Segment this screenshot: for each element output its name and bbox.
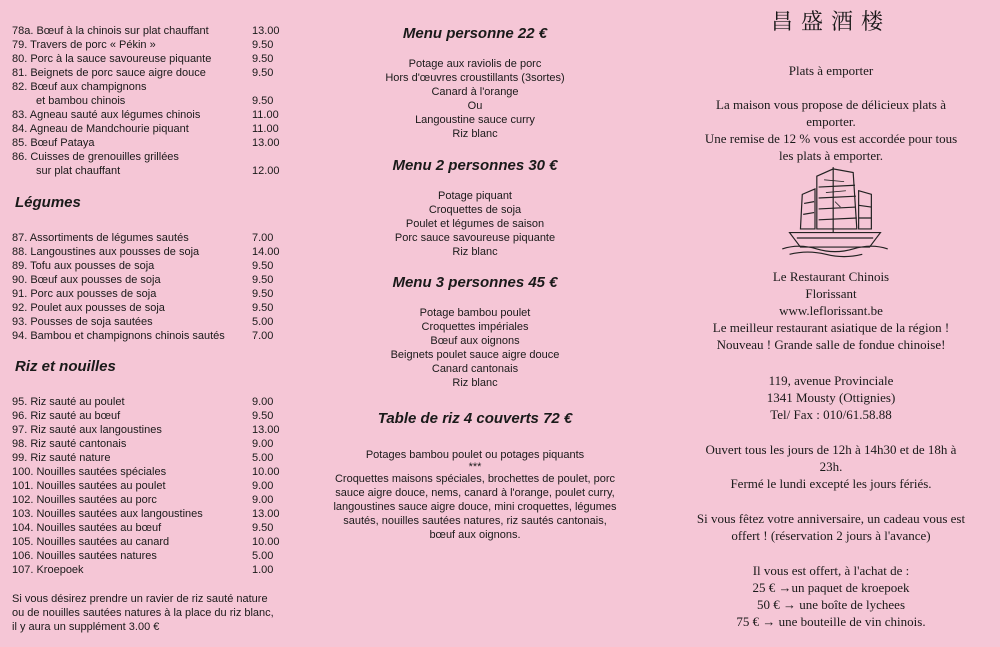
dish-row — [12, 437, 312, 451]
set-menu-line: Canard cantonais — [431, 363, 519, 375]
dish-price: 13.00 — [252, 508, 280, 520]
table-de-riz-line: *** — [468, 461, 482, 473]
dish-price: 13.00 — [252, 424, 280, 436]
set-menu-1 — [316, 25, 634, 141]
set-menu-line: Beignets poulet sauce aigre douce — [390, 349, 560, 361]
dish-name-text: 100. Nouilles sautées spéciales — [12, 466, 167, 478]
dish-name — [12, 150, 252, 164]
dish-name-text: 92. Poulet aux pousses de soja — [12, 302, 165, 314]
note-line: Si vous désirez prendre un ravier de riz sauté nature — [12, 593, 268, 605]
dish-row — [12, 273, 312, 287]
dish-price — [252, 80, 302, 94]
dish-name-text: 83. Agneau sauté aux légumes chinois — [12, 109, 201, 121]
chinese-name: 昌盛酒楼 — [770, 10, 891, 35]
set-menu-title: Menu personne 22 € — [402, 25, 548, 42]
dish-name — [12, 231, 252, 245]
dish-price: 9.00 — [252, 480, 274, 492]
dish-price: 5.00 — [252, 316, 274, 328]
dish-row — [12, 150, 312, 164]
dish-row — [12, 136, 312, 150]
offer-line: 75 € → une bouteille de vin chinois. — [736, 614, 926, 629]
dish-row — [12, 535, 312, 549]
dish-name-text: 94. Bambou et champignons chinois sautés — [12, 330, 225, 342]
dish-row — [12, 395, 312, 409]
table-de-riz-title: Table de riz 4 couverts 72 € — [377, 410, 573, 427]
set-menu-line: Croquettes impériales — [421, 321, 529, 333]
intro-line: La maison vous propose de délicieux plats à — [716, 97, 946, 112]
hours-line: Ouvert tous les jours de 12h à 14h30 et de 18h à — [705, 442, 957, 457]
dish-name — [12, 563, 252, 577]
dish-price: 13.00 — [252, 137, 280, 149]
dish-name-text: 90. Bœuf aux pousses de soja — [12, 274, 161, 286]
restaurant-line: Le Restaurant Chinois — [772, 269, 890, 284]
table-de-riz-list — [316, 448, 634, 542]
set-menu-line: Potage bambou poulet — [419, 307, 531, 319]
dish-name-text: 98. Riz sauté cantonais — [12, 438, 127, 450]
dish-name-text: 101. Nouilles sautées au poulet — [12, 480, 166, 492]
dish-name — [12, 521, 252, 535]
dish-price: 13.00 — [252, 25, 280, 37]
dish-name — [12, 315, 252, 329]
restaurant-line: Le meilleur restaurant asiatique de la région ! — [712, 320, 950, 335]
dish-price: 9.50 — [252, 53, 274, 65]
dish-name-text: 104. Nouilles sautées au bœuf — [12, 522, 162, 534]
note-line: ou de nouilles sautées natures à la place du riz blanc, — [12, 607, 274, 619]
dish-list-main — [12, 24, 312, 178]
set-menu-line: Langoustine sauce curry — [415, 114, 535, 126]
table-de-riz-line: Croquettes maisons spéciales, brochettes de poulet, porc — [334, 473, 616, 485]
dish-name — [12, 549, 252, 563]
table-de-riz-line: Potages bambou poulet ou potages piquants — [365, 449, 585, 461]
dish-name — [12, 287, 252, 301]
dish-row — [12, 164, 312, 178]
dish-name-text: 86. Cuisses de grenouilles grillées — [12, 151, 179, 163]
dish-name — [12, 245, 252, 259]
dish-price: 14.00 — [252, 246, 280, 258]
intro-text — [662, 96, 1000, 164]
dish-row — [12, 108, 312, 122]
dish-row — [12, 52, 312, 66]
dish-name-text: 96. Riz sauté au bœuf — [12, 410, 121, 422]
note-line: il y aura un supplément 3.00 € — [12, 621, 160, 633]
dish-name-text: 106. Nouilles sautées natures — [12, 550, 157, 562]
restaurant-line: Florissant — [805, 286, 857, 301]
dish-row — [12, 301, 312, 315]
dish-name-text: 85. Bœuf Pataya — [12, 137, 95, 149]
table-de-riz-line: sauce aigre douce, nems, canard à l'orange, poulet curry, — [335, 487, 615, 499]
set-menu-line: Potage piquant — [437, 190, 512, 202]
set-menu-title: Menu 3 personnes 45 € — [392, 274, 558, 291]
dish-name — [12, 164, 252, 178]
dish-price: 9.50 — [252, 67, 274, 79]
set-menu-line: Poulet et légumes de saison — [405, 218, 545, 230]
intro-line: les plats à emporter. — [779, 148, 883, 163]
address-block — [662, 372, 1000, 423]
set-menu-line: Croquettes de soja — [428, 204, 522, 216]
dish-name — [12, 24, 252, 38]
dish-name-text: et bambou chinois — [36, 95, 126, 107]
dish-name — [12, 80, 252, 94]
dish-name — [12, 437, 252, 451]
dish-row — [12, 479, 312, 493]
dish-name — [12, 94, 252, 108]
set-menu-line: Bœuf aux oignons — [430, 335, 520, 347]
dish-name — [12, 535, 252, 549]
dish-price: 9.50 — [252, 522, 274, 534]
offer-line: 50 € → une boîte de lychees — [756, 597, 905, 612]
dish-price: 7.00 — [252, 330, 274, 342]
table-de-riz-line: langoustines sauce aigre douce, mini croquettes, légumes — [333, 501, 617, 513]
dish-name — [12, 52, 252, 66]
dish-price: 9.50 — [252, 260, 274, 272]
dish-name-text: 88. Langoustines aux pousses de soja — [12, 246, 200, 258]
dish-price: 9.00 — [252, 438, 274, 450]
dish-price: 10.00 — [252, 536, 280, 548]
set-menu-line: Hors d'œuvres croustillants (3sortes) — [385, 72, 565, 84]
dish-name — [12, 273, 252, 287]
address-line: Tel/ Fax : 010/61.58.88 — [770, 407, 892, 422]
hours-line: 23h. — [819, 459, 843, 474]
dish-row — [12, 122, 312, 136]
dish-row — [12, 493, 312, 507]
dish-name — [12, 423, 252, 437]
dish-name-text: sur plat chauffant — [36, 165, 121, 177]
dish-row — [12, 451, 312, 465]
dish-name-text: 91. Porc aux pousses de soja — [12, 288, 157, 300]
hours-line: Fermé le lundi excepté les jours fériés. — [730, 476, 932, 491]
dish-name — [12, 395, 252, 409]
restaurant-info — [662, 268, 1000, 353]
dish-name-text: 97. Riz sauté aux langoustines — [12, 424, 162, 436]
set-menu-3 — [316, 274, 634, 390]
dish-price — [252, 150, 302, 164]
purchase-offers — [662, 562, 1000, 630]
dish-name-text: 102. Nouilles sautées au porc — [12, 494, 157, 506]
dish-row — [12, 24, 312, 38]
junk-boat-icon — [780, 158, 890, 258]
offer-line: 25 € →un paquet de kroepoek — [752, 580, 910, 595]
dish-name-text: 84. Agneau de Mandchourie piquant — [12, 123, 189, 135]
dish-name — [12, 66, 252, 80]
dish-row — [12, 409, 312, 423]
set-menu-title: Menu 2 personnes 30 € — [392, 157, 558, 174]
set-menu-line: Riz blanc — [452, 377, 498, 389]
dish-name-text: 107. Kroepoek — [12, 564, 84, 576]
dish-row — [12, 329, 312, 343]
dish-name-text: 79. Travers de porc « Pékin » — [12, 39, 156, 51]
dish-name-text: 103. Nouilles sautées aux langoustines — [12, 508, 203, 520]
dish-name — [12, 465, 252, 479]
dish-name — [12, 329, 252, 343]
set-menu-line: Potage aux raviolis de porc — [408, 58, 542, 70]
dish-row — [12, 423, 312, 437]
dish-name — [12, 301, 252, 315]
dish-row — [12, 549, 312, 563]
restaurant-line: Nouveau ! Grande salle de fondue chinoise! — [716, 337, 946, 352]
dish-price: 9.50 — [252, 410, 274, 422]
dish-row — [12, 80, 312, 94]
dish-row — [12, 38, 312, 52]
table-de-riz-line: sautés, nouilles sautées natures, riz sautés cantonais, — [343, 515, 607, 527]
dish-price: 11.00 — [252, 109, 279, 121]
intro-line: Une remise de 12 % vous est accordée pour tous — [704, 131, 958, 146]
dish-row — [12, 245, 312, 259]
set-menu-line: Riz blanc — [452, 128, 498, 140]
dish-name — [12, 108, 252, 122]
dish-price: 9.50 — [252, 302, 274, 314]
dish-row — [12, 287, 312, 301]
dish-name-text: 78a. Bœuf à la chinois sur plat chauffant — [12, 25, 209, 37]
dish-price: 9.00 — [252, 494, 274, 506]
dish-name — [12, 507, 252, 521]
dish-name-text: 82. Bœuf aux champignons — [12, 81, 147, 93]
section-title-legumes: Légumes — [15, 194, 81, 211]
dish-name — [12, 259, 252, 273]
dish-name — [12, 493, 252, 507]
dish-row — [12, 259, 312, 273]
dish-name — [12, 136, 252, 150]
dish-name-text: 93. Pousses de soja sautées — [12, 316, 153, 328]
address-line: 119, avenue Provinciale — [768, 373, 894, 388]
intro-line: emporter. — [806, 114, 856, 129]
dish-price: 1.00 — [252, 564, 274, 576]
dish-row — [12, 465, 312, 479]
dish-price: 9.00 — [252, 396, 274, 408]
dish-row — [12, 315, 312, 329]
section-title-riz: Riz et nouilles — [15, 358, 116, 375]
birthday-offer — [662, 510, 1000, 544]
birthday-line: offert ! (réservation 2 jours à l'avance) — [731, 528, 931, 543]
dish-row — [12, 563, 312, 577]
dish-price: 9.50 — [252, 274, 274, 286]
takeaway-title: Plats à emporter — [788, 63, 874, 78]
dish-name-text: 99. Riz sauté nature — [12, 452, 111, 464]
dish-name — [12, 479, 252, 493]
restaurant-line: www.leflorissant.be — [779, 303, 883, 318]
dish-price: 12.00 — [252, 165, 280, 177]
dish-name-text: 81. Beignets de porc sauce aigre douce — [12, 67, 206, 79]
set-menu-line: Canard à l'orange — [431, 86, 519, 98]
birthday-line: Si vous fêtez votre anniversaire, un cadeau vous est — [696, 511, 966, 526]
dish-price: 9.50 — [252, 288, 274, 300]
dish-price: 9.50 — [252, 39, 274, 51]
dish-name-text: 95. Riz sauté au poulet — [12, 396, 125, 408]
table-de-riz-line: bœuf aux oignons. — [429, 529, 521, 541]
set-menu-line: Riz blanc — [452, 246, 498, 258]
dish-name-text: 89. Tofu aux pousses de soja — [12, 260, 155, 272]
dish-name-text: 87. Assortiments de légumes sautés — [12, 232, 189, 244]
dish-row — [12, 66, 312, 80]
dish-list-legumes — [12, 231, 312, 343]
dish-name-text: 105. Nouilles sautées au canard — [12, 536, 170, 548]
dish-name — [12, 451, 252, 465]
dish-name-text: 80. Porc à la sauce savoureuse piquante — [12, 53, 212, 65]
dish-row — [12, 507, 312, 521]
dish-price: 5.00 — [252, 550, 274, 562]
offer-line: Il vous est offert, à l'achat de : — [752, 563, 910, 578]
set-menu-2 — [316, 157, 634, 259]
dish-name — [12, 122, 252, 136]
dish-price: 9.50 — [252, 95, 274, 107]
set-menu-line: Porc sauce savoureuse piquante — [394, 232, 556, 244]
dish-price: 5.00 — [252, 452, 274, 464]
opening-hours — [662, 441, 1000, 492]
dish-price: 11.00 — [252, 123, 279, 135]
dish-row — [12, 94, 312, 108]
set-menu-line: Ou — [467, 100, 483, 112]
dish-list-riz — [12, 395, 312, 577]
address-line: 1341 Mousty (Ottignies) — [766, 390, 896, 405]
dish-name — [12, 38, 252, 52]
dish-price: 10.00 — [252, 466, 280, 478]
dish-price: 7.00 — [252, 232, 274, 244]
dish-row — [12, 521, 312, 535]
dish-name — [12, 409, 252, 423]
dish-row — [12, 231, 312, 245]
supplement-note — [12, 592, 312, 634]
